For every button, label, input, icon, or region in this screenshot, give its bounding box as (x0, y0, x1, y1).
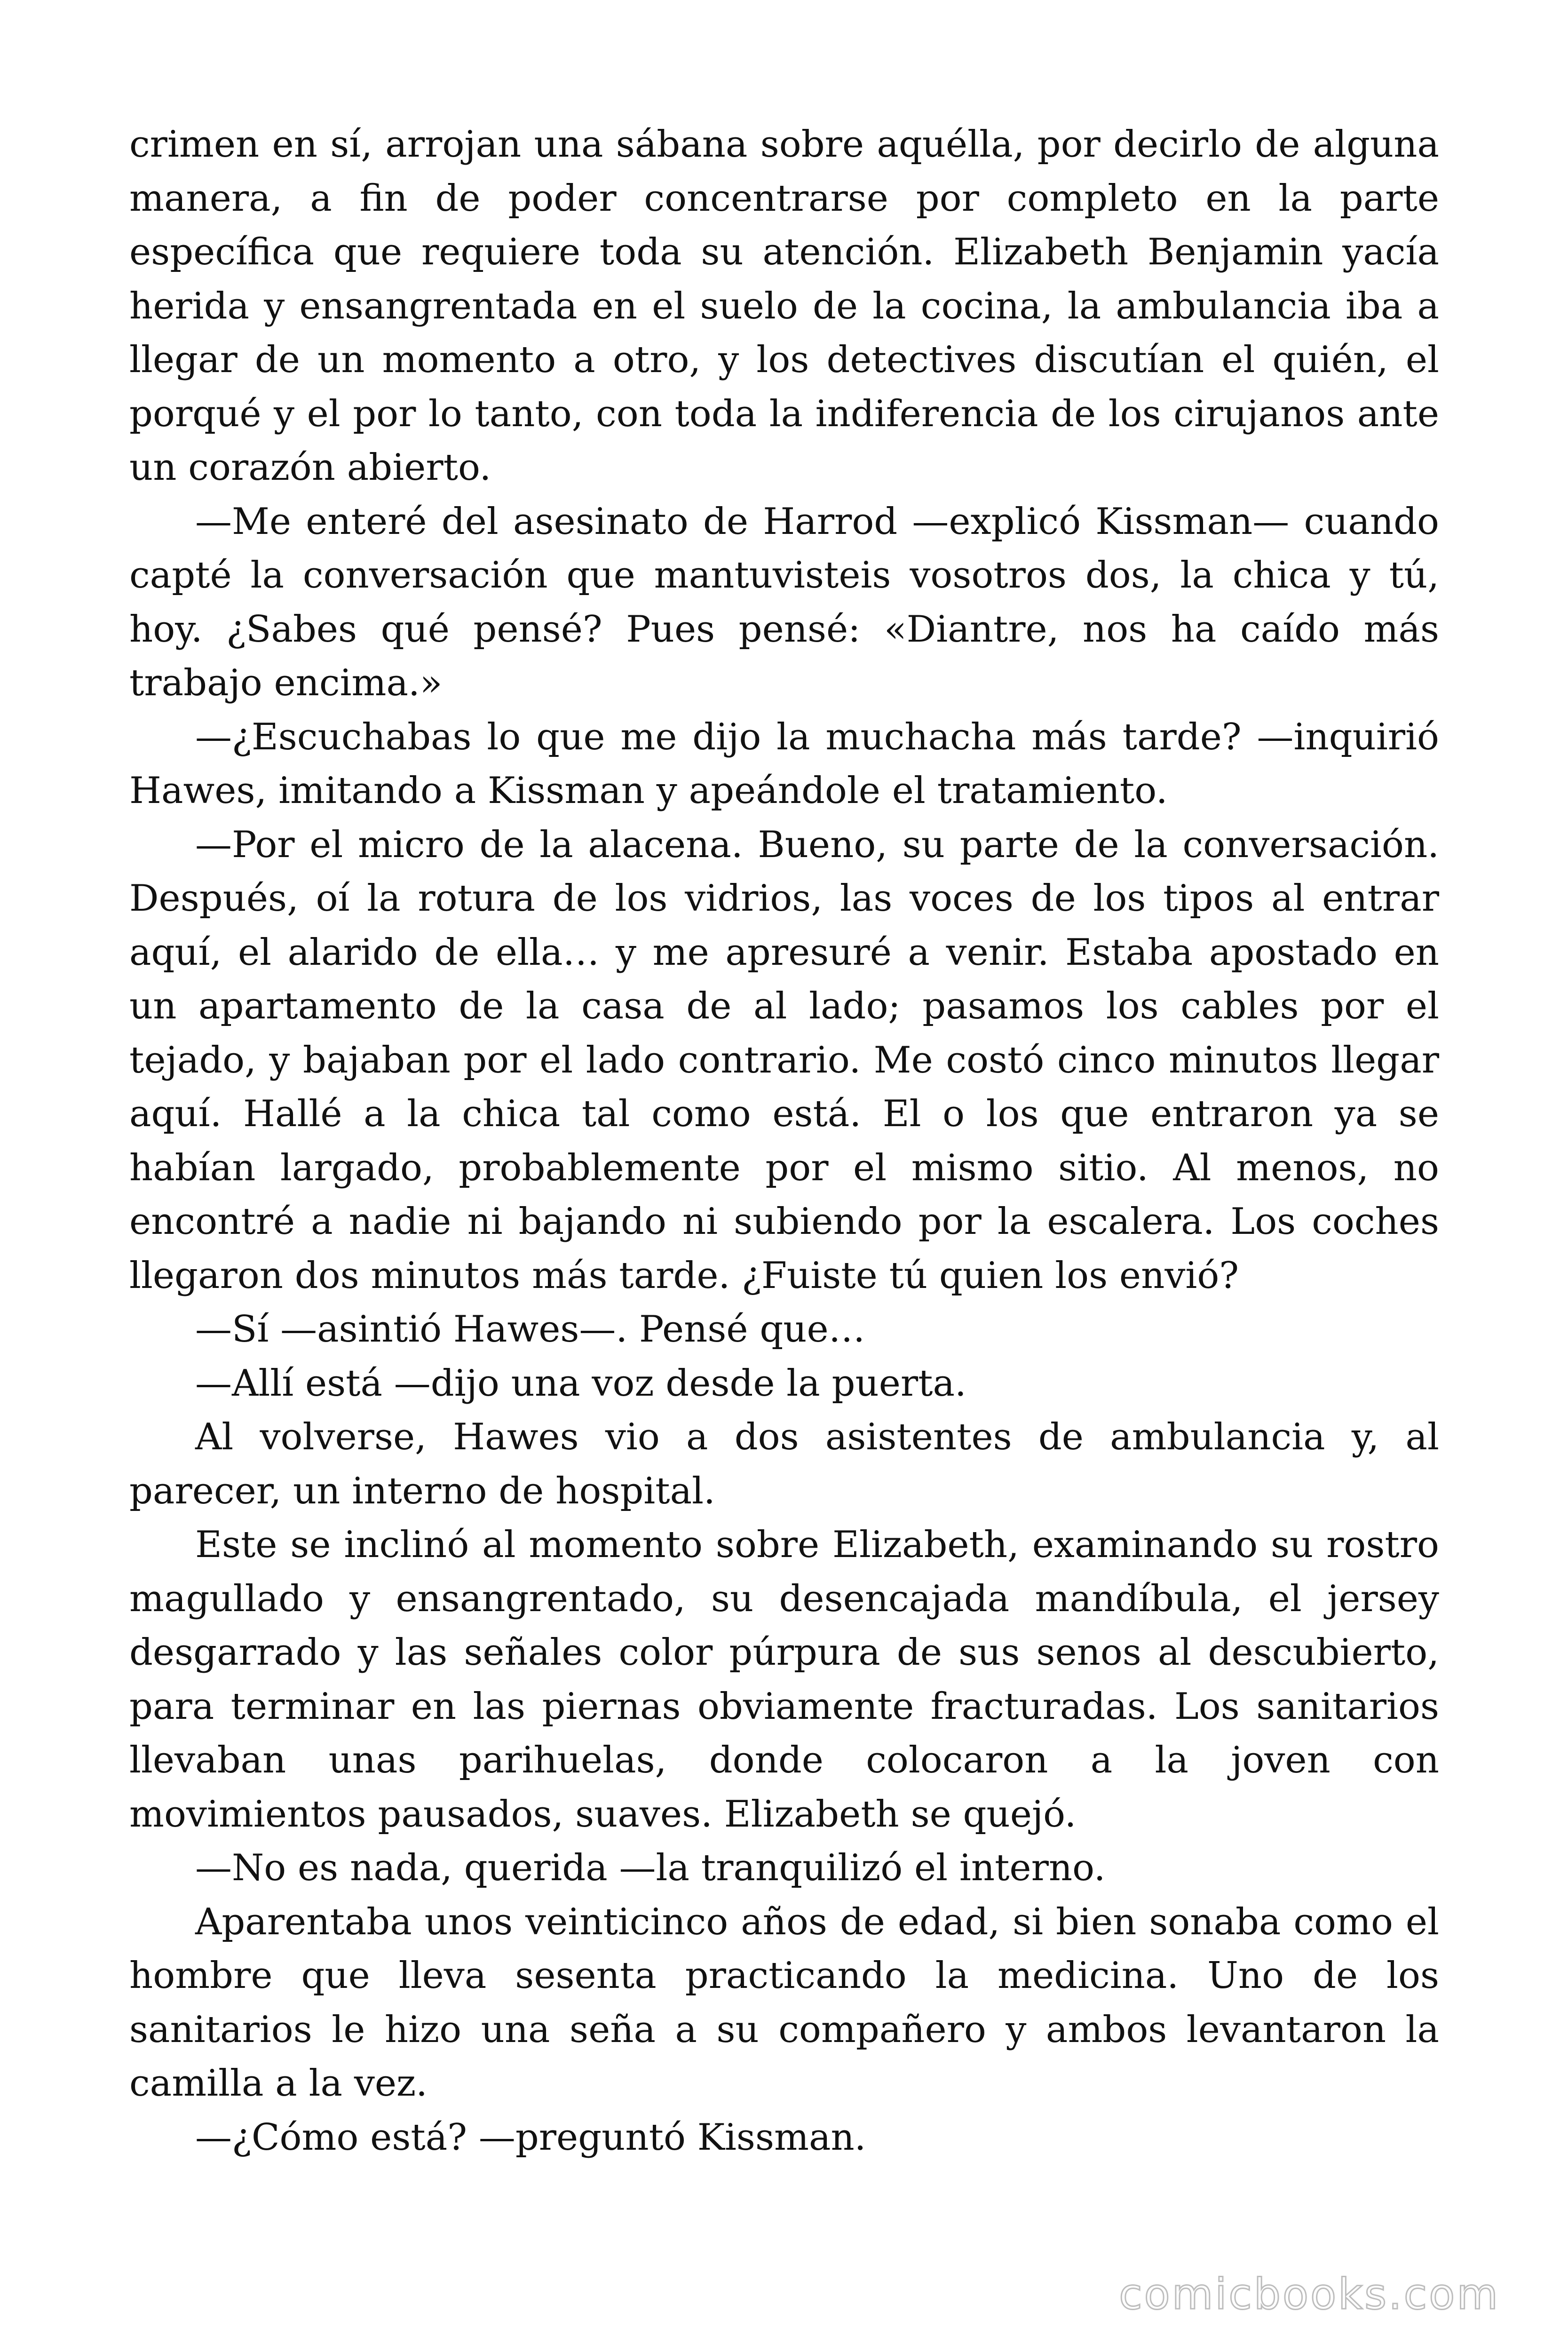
paragraph-1: crimen en sí, arrojan una sábana sobre aquélla, por decirlo de alguna manera, a fin de poder concentrarse por completo en la parte específica que requiere toda su atención. Elizabeth Benjamin yacía herida y ensangrentada en el suelo de la cocina, la ambulancia iba a llegar de un momento a otro, y los detectives discutían el quién, el porqué y el por lo tanto, con toda la indiferencia de los cirujanos ante un corazón abierto. (129, 123, 1439, 489)
paragraph-7: Al volverse, Hawes vio a dos asistentes de ambulancia y, al parecer, un interno de hospital. (129, 1416, 1439, 1512)
body-text (129, 118, 1439, 2164)
paragraph-6: —Allí está —dijo una voz desde la puerta. (195, 1362, 966, 1405)
paragraph-8: Este se inclinó al momento sobre Elizabeth, examinando su rostro magullado y ensangrentado, su desencajada mandíbula, el jersey desgarrado y las señales color púrpura de sus senos al descubierto, para terminar en las piernas obviamente fracturadas. Los sanitarios llevaban unas parihuelas, donde colocaron a la joven con movimientos pausados, suaves. Elizabeth se quejó. (129, 1524, 1439, 1836)
paragraph-11: —¿Cómo está? —preguntó Kissman. (195, 2116, 866, 2159)
paragraph-9: —No es nada, querida —la tranquilizó el interno. (195, 1847, 1106, 1889)
paragraph-5: —Sí —asintió Hawes—. Pensé que… (195, 1308, 865, 1351)
paragraph-2: —Me enteré del asesinato de Harrod —explicó Kissman— cuando capté la conversación que mantuvisteis vosotros dos, la chica y tú, hoy. ¿Sabes qué pensé? Pues pensé: «Diantre, nos ha caído más trabajo encima.» (129, 500, 1439, 704)
watermark: comicbooks.com (1119, 2270, 1500, 2319)
paragraph-10: Aparentaba unos veinticinco años de edad, si bien sonaba como el hombre que lleva sesenta practicando la medicina. Uno de los sanitarios le hizo una seña a su compañero y ambos levantaron la camilla a la vez. (129, 1900, 1439, 2105)
paragraph-3: —¿Escuchabas lo que me dijo la muchacha más tarde? —inquirió Hawes, imitando a Kissman y apeándole el tratamiento. (129, 715, 1439, 812)
paragraph-4: —Por el micro de la alacena. Bueno, su parte de la conversación. Después, oí la rotura de los vidrios, las voces de los tipos al entrar aquí, el alarido de ella… y me apresuré a venir. Estaba apostado en un apartamento de la casa de al lado; pasamos los cables por el tejado, y bajaban por el lado contrario. Me costó cinco minutos llegar aquí. Hallé a la chica tal como está. El o los que entraron ya se habían largado, probablemente por el mismo sitio. Al menos, no encontré a nadie ni bajando ni subiendo por la escalera. Los coches llegaron dos minutos más tarde. ¿Fuiste tú quien los envió? (129, 823, 1439, 1297)
